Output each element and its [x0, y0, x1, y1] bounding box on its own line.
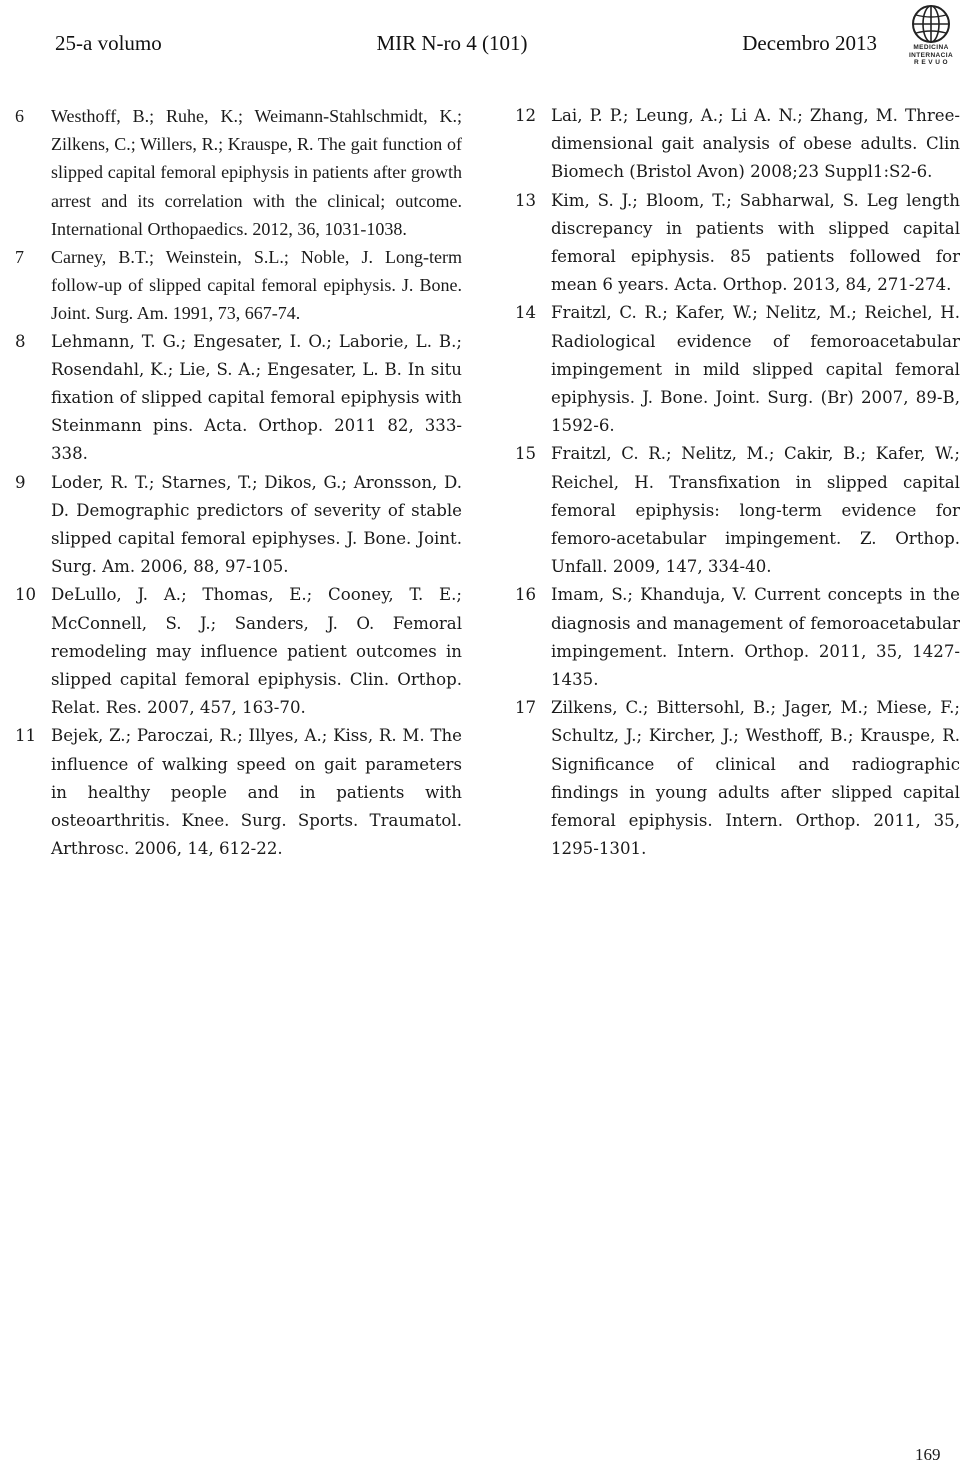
reference-text: Lai, P. P.; Leung, A.; Li A. N.; Zhang, M. Three-dimensional gait analysis of obese adults. Clin Biomech (Bristol Avon) 2008;23 Suppl1:S2-6.: [551, 106, 960, 182]
reference-number: 13: [515, 190, 537, 210]
header-volume: 25-a volumo: [55, 30, 162, 55]
globe-icon: [908, 4, 954, 44]
reference-item: [15, 722, 462, 863]
header-issue: MIR N-ro 4 (101): [376, 30, 528, 55]
reference-number: 7: [15, 247, 24, 268]
reference-item: [515, 102, 960, 187]
reference-number: 11: [15, 726, 37, 746]
reference-item: [515, 440, 960, 581]
reference-number: 10: [15, 585, 37, 605]
reference-number: 16: [515, 585, 537, 605]
logo-text-3: R E V U O: [914, 59, 948, 66]
reference-item: [15, 328, 462, 469]
references-right-column: [515, 102, 960, 863]
reference-number: 17: [515, 698, 537, 718]
header-date: Decembro 2013: [742, 30, 877, 55]
reference-text: Bejek, Z.; Paroczai, R.; Illyes, A.; Kiss, R. M. The influence of walking speed on gait parameters in healthy people and in patients with osteoarthritis. Knee. Surg. Sports. Traumatol. Arthrosc. 2006, 14, 612-22.: [51, 726, 462, 859]
logo-text-1: MEDICINA: [913, 44, 949, 51]
logo-text-2: INTERNACIA: [908, 51, 954, 59]
reference-text: Loder, R. T.; Starnes, T.; Dikos, G.; Aronsson, D. D. Demographic predictors of severity of stable slipped capital femoral epiphyses. J. Bone. Joint. Surg. Am. 2006, 88, 97-105.: [51, 472, 462, 577]
reference-item: [15, 243, 462, 328]
reference-item: [515, 299, 960, 440]
reference-text: Westhoff, B.; Ruhe, K.; Weimann-Stahlschmidt, K.; Zilkens, C.; Willers, R.; Krauspe, R. The gait function of slipped capital femoral epiphysis in patients after growth arrest and its correlation with the clinical; outcome. International Orthopaedics. 2012, 36, 1031-1038.: [51, 106, 462, 239]
reference-item: [515, 581, 960, 694]
reference-item: [515, 187, 960, 300]
reference-text: Carney, B.T.; Weinstein, S.L.; Noble, J. Long-term follow-up of slipped capital femoral epiphysis. J. Bone. Joint. Surg. Am. 1991, 73, 667-74.: [51, 247, 462, 324]
reference-text: Lehmann, T. G.; Engesater, I. O.; Laborie, L. B.; Rosendahl, K.; Lie, S. A.; Engesater, L. B. In situ fixation of slipped capital femoral epiphysis with Steinmann pins. Acta. Orthop. 2011 82, 333-338.: [51, 331, 462, 464]
reference-number: 15: [515, 444, 537, 464]
reference-item: [15, 102, 462, 243]
page-number: 169: [915, 1445, 941, 1464]
reference-item: [15, 469, 462, 582]
reference-text: Fraitzl, C. R.; Kafer, W.; Nelitz, M.; Reichel, H. Radiological evidence of femoroacetabular impingement in mild slipped capital femoral epiphysis. J. Bone. Joint. Surg. (Br) 2007, 89-B, 1592-6.: [551, 303, 960, 436]
reference-text: Fraitzl, C. R.; Nelitz, M.; Cakir, B.; Kafer, W.; Reichel, H. Transfixation in slipped capital femoral epiphysis: long-term evidence for femoro-acetabular impingement. Z. Orthop. Unfall. 2009, 147, 334-40.: [551, 444, 960, 577]
reference-text: Kim, S. J.; Bloom, T.; Sabharwal, S. Leg length discrepancy in patients with slipped capital femoral epiphysis. 85 patients followed for mean 6 years. Acta. Orthop. 2013, 84, 271-274.: [551, 190, 960, 295]
reference-item: [15, 581, 462, 722]
reference-number: 9: [15, 472, 26, 492]
reference-number: 6: [15, 106, 24, 126]
reference-number: 14: [515, 303, 537, 323]
reference-number: 12: [515, 106, 537, 125]
journal-logo: [905, 4, 957, 74]
reference-text: Zilkens, C.; Bittersohl, B.; Jager, M.; Miese, F.; Schultz, J.; Kircher, J.; Westhoff, B.; Krauspe, R. Significance of clinical and radiographic findings in young adults after slipped capital femoral epiphysis. Intern. Orthop. 2011, 35, 1295-1301.: [551, 698, 960, 859]
running-header: [55, 28, 877, 58]
reference-text: Imam, S.; Khanduja, V. Current concepts in the diagnosis and management of femoroacetabular impingement. Intern. Orthop. 2011, 35, 1427-1435.: [551, 585, 960, 690]
references-left-column: [15, 102, 462, 863]
reference-item: [515, 694, 960, 863]
reference-text: DeLullo, J. A.; Thomas, E.; Cooney, T. E.; McConnell, S. J.; Sanders, J. O. Femoral remodeling may influence patient outcomes in slipped capital femoral epiphysis. Clin. Orthop. Relat. Res. 2007, 457, 163-70.: [51, 585, 462, 718]
reference-number: 8: [15, 331, 26, 351]
